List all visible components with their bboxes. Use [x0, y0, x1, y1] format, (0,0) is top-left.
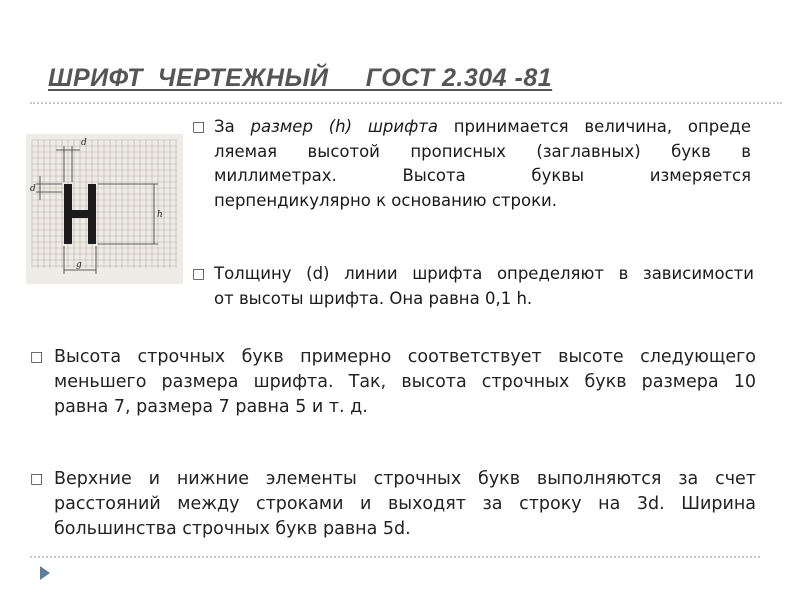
paragraph-line-thickness — [192, 262, 754, 311]
p1-line-3: миллиметрах. Высота буквы измеряется — [214, 166, 751, 185]
dim-label-d-top: d — [81, 138, 87, 148]
bullet-icon: □ — [192, 266, 206, 282]
paragraph-lowercase-height — [30, 345, 756, 420]
p3-line-1: Высота строчных букв примерно соответствует высоте следующего — [54, 347, 756, 367]
bullet-icon: □ — [192, 119, 206, 135]
dim-label-d-left: d — [30, 184, 36, 194]
paragraph-lowercase-elements — [30, 467, 756, 542]
p1-italic-term: размер (h) шрифта — [250, 117, 438, 136]
figure-background — [26, 134, 183, 284]
p4-line-2: расстояний между строками и выходят за строку на 3d. Ширина — [54, 494, 756, 514]
p4-line-3: большинства строчных букв равна 5d. — [54, 519, 411, 539]
p1-line-1: За размер (h) шрифта принимается величина, опреде — [214, 117, 751, 136]
dim-label-g: g — [76, 260, 82, 270]
p2-line-1: Толщину (d) линии шрифта определяют в зависимости — [214, 264, 754, 283]
footer-divider — [30, 556, 760, 558]
play-icon[interactable] — [40, 566, 50, 580]
p3-line-3: равна 7, размера 7 равна 5 и т. д. — [54, 397, 368, 417]
title-divider — [30, 102, 782, 104]
p2-line-2: от высоты шрифта. Она равна 0,1 h. — [214, 288, 533, 308]
slide-title: ШРИФТ ЧЕРТЕЖНЫЙ ГОСТ 2.304 -81 — [48, 64, 553, 92]
p4-line-1: Верхние и нижние элементы строчных букв выполняются за счет — [54, 469, 756, 489]
p3-line-2: меньшего размера шрифта. Так, высота строчных букв размера 10 — [54, 372, 756, 392]
glyph-crossbar — [64, 210, 96, 218]
font-grid-figure — [26, 134, 183, 284]
p1-line-2: ляемая высотой прописных (заглавных) букв в — [214, 141, 751, 161]
dim-label-h: h — [157, 210, 163, 220]
bullet-icon: □ — [30, 349, 44, 365]
paragraph-font-size — [192, 115, 751, 213]
bullet-icon: □ — [30, 471, 44, 487]
p1-line-4: перпендикулярно к основанию строки. — [214, 190, 558, 210]
